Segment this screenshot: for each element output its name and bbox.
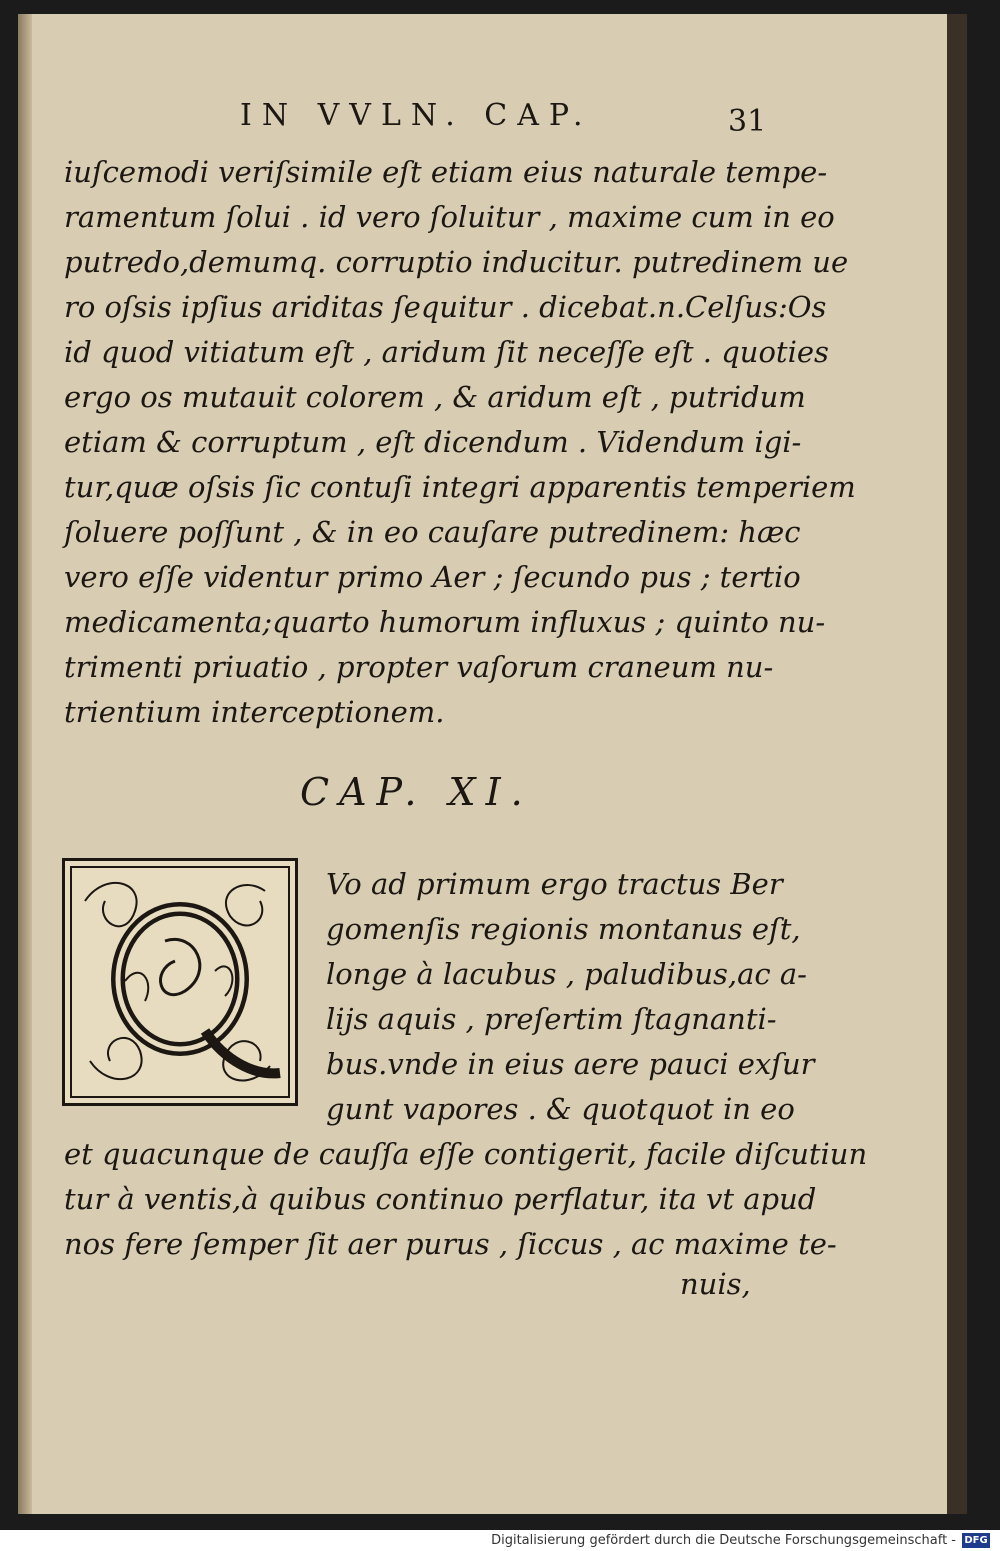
text-line: medicamenta;quarto humorum influxus ; quinto nu- <box>64 605 826 639</box>
book-page <box>18 14 947 1514</box>
text-line: et quacunque de cauſſa eſſe contigerit, facile diſcutiun <box>64 1137 868 1171</box>
text-line: vero eſſe videntur primo Aer ; ſecundo pus ; tertio <box>64 560 801 594</box>
catchword: nuis, <box>680 1267 751 1301</box>
text-line: putredo,demumq. corruptio inducitur. putredinem ue <box>64 245 849 279</box>
text-line: id quod vitiatum eſt , aridum ſit neceſſe eſt . quoties <box>64 335 829 369</box>
text-line: tur,quæ oſsis ſic contuſi integri apparentis temperiem <box>64 470 856 504</box>
footer-bar <box>0 1530 1000 1551</box>
dfg-logo-icon: DFG <box>962 1533 990 1548</box>
text-line: longe à lacubus , paludibus,ac a- <box>326 957 807 991</box>
text-line: trimenti priuatio , propter vaſorum craneum nu- <box>64 650 774 684</box>
page-edge-strip <box>947 14 967 1514</box>
text-line: trientium interceptionem. <box>64 695 445 729</box>
text-line: lijs aquis , preſertim ſtagnanti- <box>326 1002 777 1036</box>
text-line: gunt vapores . & quotquot in eo <box>326 1092 795 1126</box>
floral-initial-icon <box>65 861 295 1103</box>
text-line: ſoluere poſſunt , & in eo cauſare putredinem: hæc <box>64 515 801 549</box>
text-line: gomenſis regionis montanus eſt, <box>326 912 801 946</box>
text-line: Vo ad primum ergo tractus Ber <box>326 867 783 901</box>
text-line: bus.vnde in eius aere pauci exſur <box>326 1047 815 1081</box>
text-line: ramentum ſolui . id vero ſoluitur , maxime cum in eo <box>64 200 835 234</box>
page-number: 31 <box>728 104 767 139</box>
text-line: ro oſsis ipſius ariditas ſequitur . dicebat.n.Celſus:Os <box>64 290 827 324</box>
chapter-title: CAP. XI. <box>300 770 533 814</box>
page-gutter-shadow <box>18 14 32 1514</box>
digitization-credit: Digitalisierung gefördert durch die Deutsche Forschungsgemeinschaft - <box>491 1533 956 1548</box>
text-line: tur à ventis,à quibus continuo perflatur, ita vt apud <box>64 1182 817 1216</box>
text-line: iuſcemodi veriſsimile eſt etiam eius naturale tempe- <box>64 155 828 189</box>
running-head: IN VVLN. CAP. <box>240 98 593 133</box>
text-line: ergo os mutauit colorem , & aridum eſt , putridum <box>64 380 806 414</box>
decorated-initial-q <box>62 858 298 1106</box>
text-line: etiam & corruptum , eſt dicendum . Videndum igi- <box>64 425 802 459</box>
text-line: nos fere ſemper ſit aer purus , ſiccus , ac maxime te- <box>64 1227 837 1261</box>
